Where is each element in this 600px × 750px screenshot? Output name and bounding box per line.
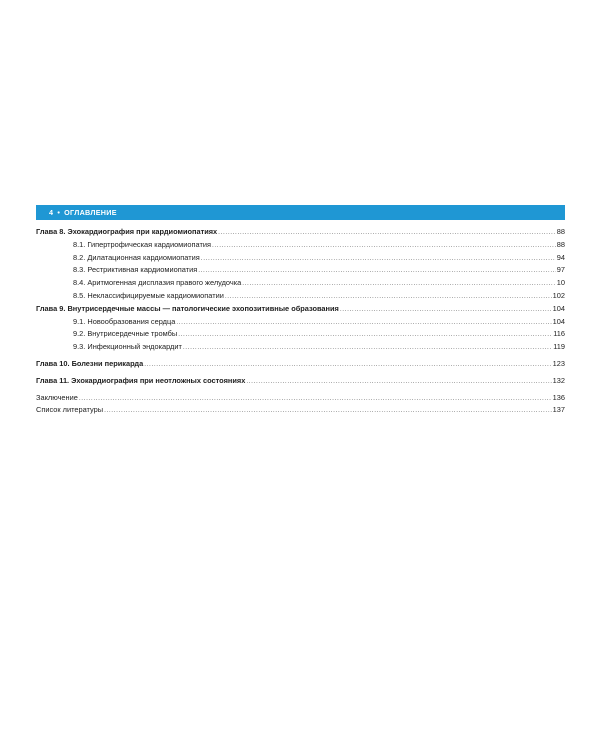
toc-references[interactable] — [36, 404, 565, 417]
dot-leader — [104, 404, 552, 418]
toc-page-number: 94 — [556, 252, 565, 262]
toc-entry-title: 9.2. Внутрисердечные тромбы — [73, 329, 178, 339]
toc-page-number: 102 — [552, 290, 565, 300]
toc-page-number: 136 — [552, 392, 565, 402]
toc-page-number: 137 — [552, 405, 565, 415]
toc-entry-title: Глава 9. Внутрисердечные массы — патологические эхопозитивные образования — [36, 303, 339, 313]
dot-leader — [246, 375, 551, 389]
dot-leader — [183, 341, 552, 355]
dot-leader — [176, 316, 551, 330]
toc-entry-title: 9.1. Новообразования сердца — [73, 316, 176, 326]
toc-section-8-5[interactable] — [36, 290, 565, 303]
toc-entry-title: Глава 11. Эхокардиография при неотложных состояниях — [36, 375, 246, 385]
dot-leader — [201, 252, 556, 266]
toc-page-number: 116 — [553, 329, 565, 339]
dot-leader — [225, 290, 552, 304]
dot-leader — [242, 277, 556, 291]
section-title: ОГЛАВЛЕНИЕ — [64, 208, 117, 217]
toc-page-number: 88 — [556, 227, 565, 236]
toc-page-number: 97 — [556, 265, 565, 275]
toc-entry-title: Глава 8. Эхокардиография при кардиомиопатиях — [36, 227, 218, 236]
toc-page-number: 119 — [553, 342, 565, 352]
toc-chapter-10[interactable] — [36, 358, 565, 371]
dot-leader — [212, 239, 556, 253]
toc-section-8-3[interactable] — [36, 264, 565, 277]
toc-section-8-4[interactable] — [36, 277, 565, 290]
toc-conclusion[interactable] — [36, 392, 565, 405]
toc-chapter-11[interactable] — [36, 375, 565, 388]
table-of-contents — [36, 226, 565, 417]
toc-chapter-8[interactable] — [36, 226, 565, 239]
toc-chapter-9[interactable] — [36, 303, 565, 316]
toc-entry-title: 8.2. Дилатационная кардиомиопатия — [73, 252, 200, 262]
dot-leader — [218, 226, 556, 240]
toc-entry-title: Список литературы — [36, 405, 104, 415]
toc-entry-title: 8.4. Аритмогенная дисплазия правого желудочка — [73, 278, 242, 288]
section-header-bar — [36, 205, 565, 220]
toc-section-8-1[interactable] — [36, 239, 565, 252]
toc-entry-title: 9.3. Инфекционный эндокардит — [73, 342, 182, 352]
toc-page-number: 132 — [552, 375, 565, 385]
header-separator: • — [57, 208, 61, 217]
toc-section-8-2[interactable] — [36, 252, 565, 265]
toc-entry-title: 8.1. Гипертрофическая кардиомиопатия — [73, 239, 211, 249]
dot-leader — [198, 264, 556, 278]
toc-page-number: 123 — [552, 358, 565, 368]
toc-entry-title: Глава 10. Болезни перикарда — [36, 358, 144, 368]
toc-section-9-2[interactable] — [36, 328, 565, 341]
toc-entry-title: Заключение — [36, 392, 78, 402]
page-number: 4 — [49, 208, 54, 217]
toc-entry-title: 8.3. Рестриктивная кардиомиопатия — [73, 265, 198, 275]
toc-page-number: 104 — [552, 303, 565, 313]
toc-section-9-1[interactable] — [36, 316, 565, 329]
dot-leader — [340, 303, 552, 317]
dot-leader — [79, 392, 552, 406]
toc-page-number: 88 — [556, 239, 565, 249]
dot-leader — [178, 328, 552, 342]
toc-section-9-3[interactable] — [36, 341, 565, 354]
toc-entry-title: 8.5. Неклассифицируемые кардиомиопатии — [73, 290, 224, 300]
toc-page-number: 104 — [552, 316, 565, 326]
dot-leader — [144, 358, 551, 372]
toc-page-number: 10 — [556, 278, 565, 288]
